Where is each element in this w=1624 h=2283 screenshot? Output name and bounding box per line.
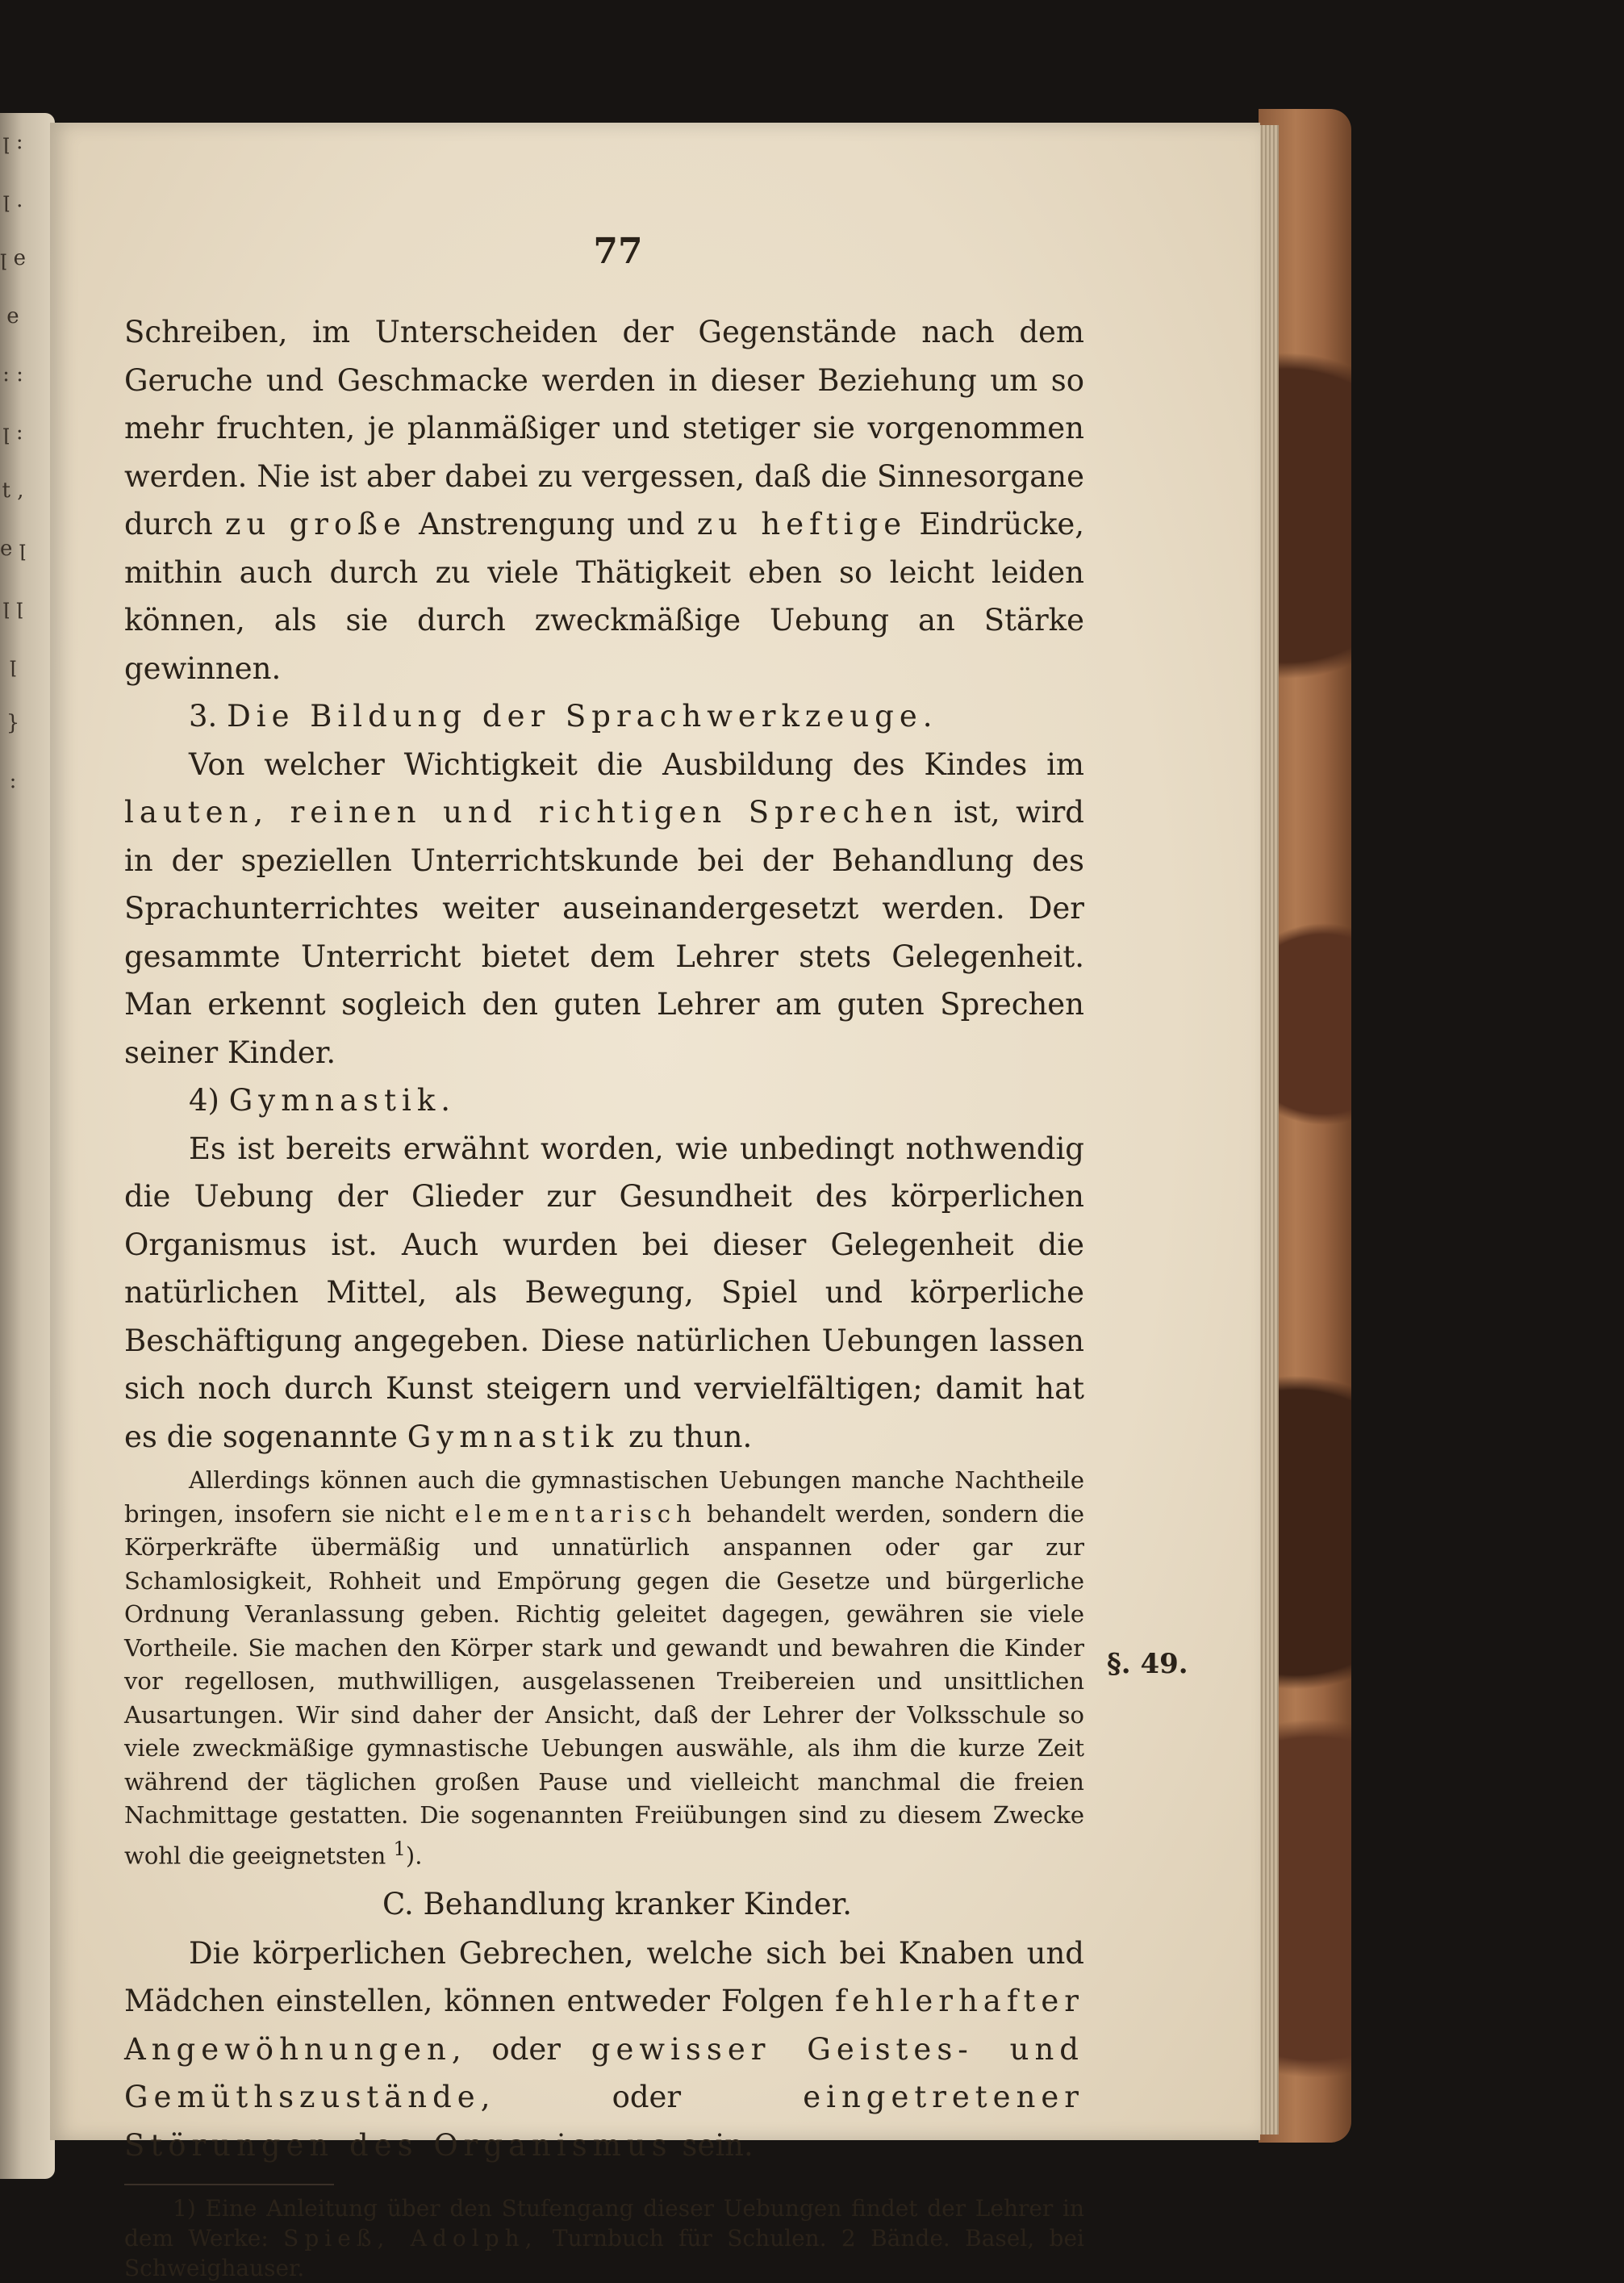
footnote-divider — [124, 2184, 334, 2185]
footnote: 1) Eine Anleitung über den Stufengang dieser Uebungen findet der Lehrer in dem Werke: Spieß, Adolph, Turnbuch für Schulen. 2 Bände. Basel, bei Schweighauser. — [124, 2195, 1085, 2282]
paragraph-sick-children: Die körperlichen Gebrechen, welche sich bei Knaben und Mädchen einstellen, können entweder Folgen fehlerhafter Angewöhnungen, oder gewisser Geistes- und Gemüthszustände, oder eingetretener Störungen des Organismus sein. — [124, 1935, 1084, 2163]
section-mark: §. 49. — [1107, 1648, 1188, 1680]
section-heading-sick-children: C. Behandlung kranker Kinder. — [382, 1886, 852, 1921]
page-number: 77 — [593, 231, 643, 272]
book-page — [50, 123, 1260, 2282]
paragraph-gymnastics: Es ist bereits erwähnt worden, wie unbedingt nothwendig die Uebung der Glieder zur Gesundheit des körperlichen Organismus ist. Auch wurden bei dieser Gelegenheit die natürlichen Mittel, als Bewegung, Spiel und körperliche Beschäftigung angegeben. Diese natürlichen Uebungen lassen sich noch durch Kunst steigern und vervielfältigen; damit hat es die sogenannte Gymnastik zu thun. — [124, 1131, 1084, 1454]
heading-gymnastics: 4) Gymnastik. — [189, 1083, 457, 1118]
footnote-reference: 1 — [393, 1837, 406, 1860]
page-body — [124, 308, 1084, 2283]
left-page-marks: ꞁ : ꞁ . ꞁ e e : : ꞁ : t , e ꞁ ꞁ ꞁ ꞁ } : — [0, 130, 26, 793]
paragraph-speech: Von welcher Wichtigkeit die Ausbildung des Kindes im lauten, reinen und richtigen Sprechen ist, wird in der speziellen Unterrichtskunde bei der Behandlung des Sprachunterrichtes weiter auseinandergesetzt werden. Der gesammte Unterricht bietet dem Lehrer stets Gelegenheit. Man erkennt sogleich den guten Lehrer am guten Sprechen seiner Kinder. — [124, 746, 1084, 1070]
paragraph-small-print: Allerdings können auch die gymnastischen Uebungen manche Nachtheile bringen, insofern sie nicht elementarisch behandelt werden, sondern die Körperkräfte übermäßig und unnatürlich anspannen oder gar zur Schamlosigkeit, Rohheit und Empörung gegen die Gesetze und bürgerliche Ordnung Veranlassung geben. Richtig geleitet dagegen, gewähren sie viele Vortheile. Sie machen den Körper stark und gewandt und bewahren die Kinder vor regellosen, muthwilligen, ausgelassenen Treibereien und unsittlichen Ausartungen. Wir sind daher der Ansicht, daß der Lehrer der Volksschule so viele zweckmäßige gymnastische Uebungen auswähle, als ihm die kurze Zeit während der täglichen großen Pause und vielleicht manchmal die freien Nachmittage gestatten. Die sogenannten Freiübungen sind zu diesem Zwecke wohl die geeignetsten $^1$). — [124, 1466, 1084, 1870]
paragraph-senses: Schreiben, im Unterscheiden der Gegenstände nach dem Geruche und Geschmacke werden in dieser Beziehung um so mehr fruchten, je planmäßiger und stetiger sie vorgenommen werden. Nie ist aber dabei zu vergessen, daß die Sinnesorgane durch zu große Anstrengung und zu heftige Eindrücke, mithin auch durch zu viele Thätigkeit eben so leicht leiden können, als sie durch zweckmäßige Uebung an Stärke gewinnen. — [124, 315, 1085, 686]
heading-speech-organs: 3. Die Bildung der Sprachwerkzeuge. — [189, 699, 938, 734]
